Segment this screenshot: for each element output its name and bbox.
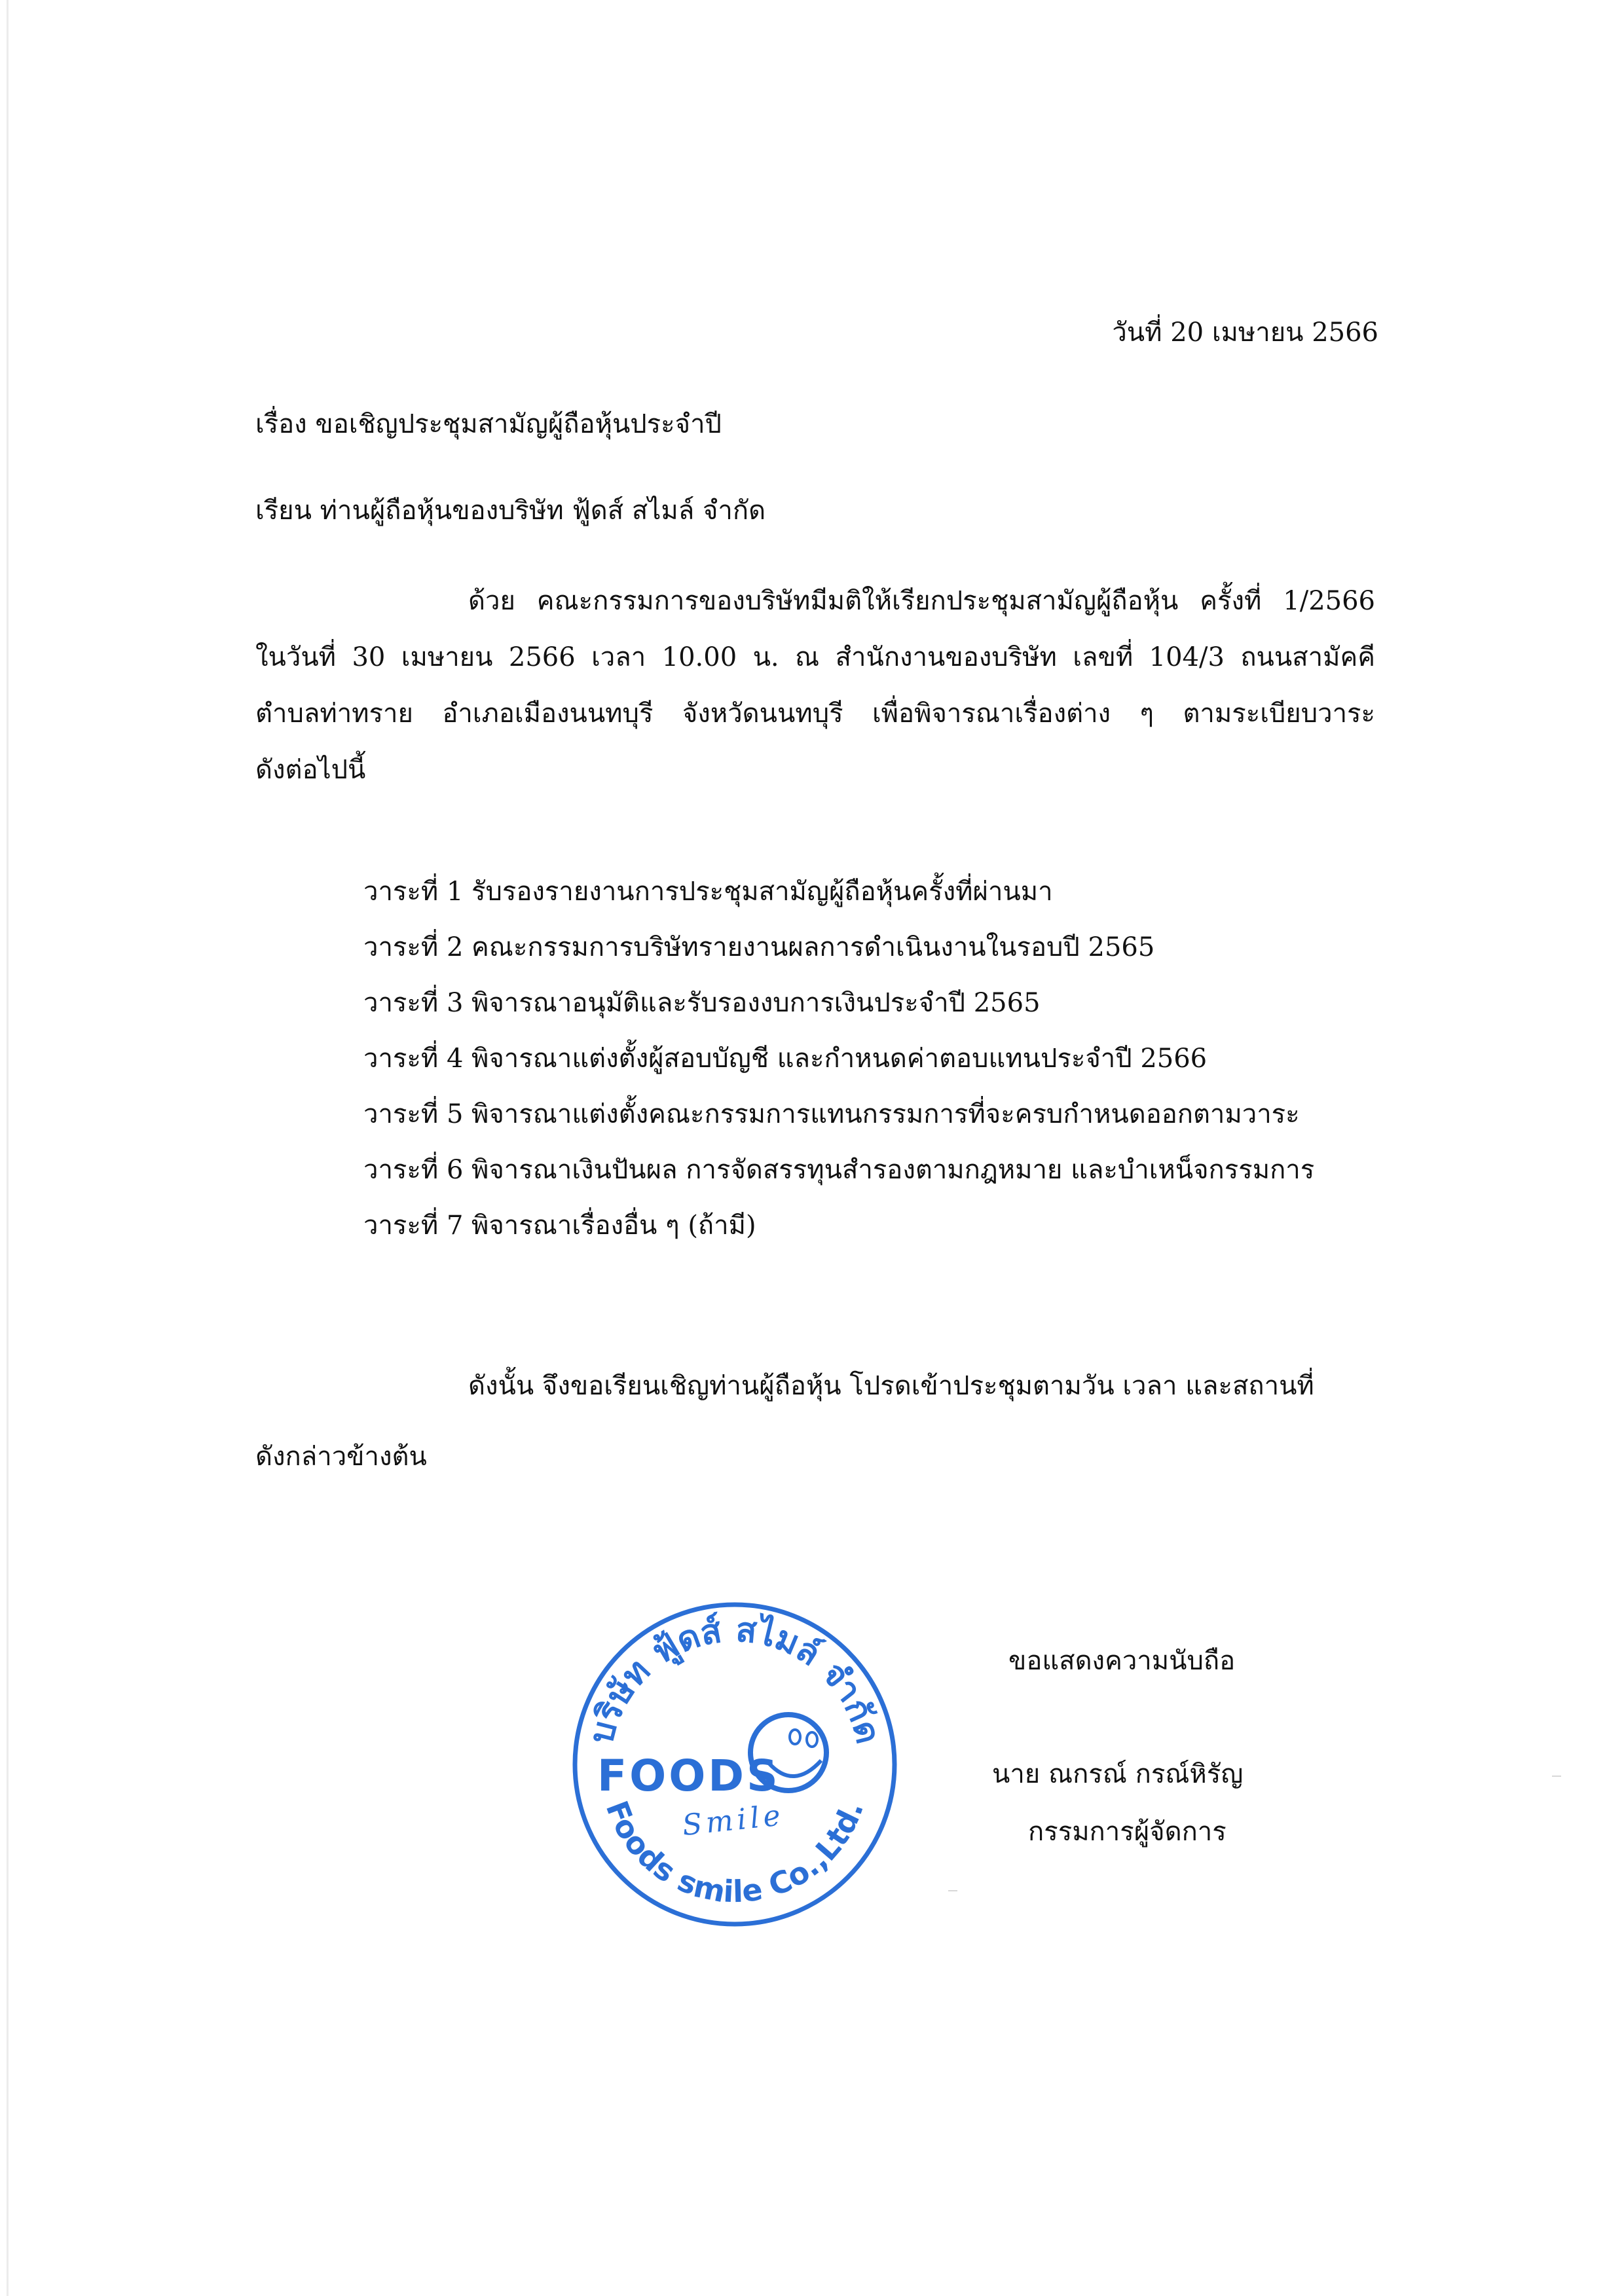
page-edge <box>7 0 9 2296</box>
agenda-text: พิจารณาแต่งตั้งคณะกรรมการแทนกรรมการที่จะครบกำหนดออกตามวาระ <box>471 1099 1300 1129</box>
agenda-number: วาระที่ 5 <box>363 1099 464 1129</box>
scan-mark <box>1552 1776 1561 1777</box>
seal-top-text: บริษัท ฟู้ดส์ สไมล์ จำกัด <box>581 1610 888 1748</box>
agenda-number: วาระที่ 7 <box>363 1211 464 1241</box>
company-seal <box>564 1594 905 1935</box>
agenda-text: พิจารณาเงินปันผล การจัดสรรทุนสำรองตามกฎหมาย และบำเหน็จกรรมการ <box>471 1155 1315 1185</box>
complimentary-close: ขอแสดงความนับถือ <box>1008 1646 1236 1676</box>
agenda-number: วาระที่ 3 <box>363 988 464 1018</box>
agenda-number: วาระที่ 2 <box>363 932 464 962</box>
intro-line: ตำบลท่าทราย อำเภอเมืองนนทบุรี จังหวัดนนทบุรี เพื่อพิจารณาเรื่องต่าง ๆ ตามระเบียบวาระ <box>255 699 1375 729</box>
agenda-item <box>363 879 1314 934</box>
signer-title: กรรมการผู้จัดการ <box>1028 1817 1227 1847</box>
letter-salutation: เรียน ท่านผู้ถือหุ้นของบริษัท ฟู้ดส์ สไมล์ จำกัด <box>255 496 766 526</box>
agenda-text: คณะกรรมการบริษัทรายงานผลการดำเนินงานในรอบปี 2565 <box>471 932 1155 962</box>
agenda-number: วาระที่ 4 <box>363 1044 464 1074</box>
agenda-text: พิจารณาเรื่องอื่น ๆ (ถ้ามี) <box>471 1211 756 1241</box>
agenda-item <box>363 934 1314 990</box>
letter-date: วันที่ 20 เมษายน 2566 <box>1112 318 1378 348</box>
scan-mark <box>948 1890 957 1891</box>
agenda-item <box>363 1212 1314 1268</box>
intro-line: ดังต่อไปนี้ <box>255 755 366 785</box>
intro-line: ในวันที่ 30 เมษายน 2566 เวลา 10.00 น. ณ สำนักงานของบริษัท เลขที่ 104/3 ถนนสามัคคี <box>255 642 1375 672</box>
seal-bottom-text: Foods smile Co.,Ltd. <box>599 1796 871 1910</box>
agenda-item <box>363 1157 1314 1212</box>
agenda-text: พิจารณาอนุมัติและรับรองงบการเงินประจำปี 2565 <box>471 988 1041 1018</box>
intro-line: ด้วย คณะกรรมการของบริษัทมีมติให้เรียกประชุมสามัญผู้ถือหุ้น ครั้งที่ 1/2566 <box>468 586 1375 616</box>
signer-name: นาย ณกรณ์ กรณ์หิรัญ <box>992 1759 1244 1789</box>
agenda-number: วาระที่ 1 <box>363 877 464 907</box>
agenda-item <box>363 1046 1314 1101</box>
agenda-list <box>363 879 1314 1268</box>
seal-brand-text: FOODS <box>597 1751 781 1801</box>
agenda-number: วาระที่ 6 <box>363 1155 464 1185</box>
agenda-item <box>363 1101 1314 1157</box>
agenda-text: พิจารณาแต่งตั้งผู้สอบบัญชี และกำหนดค่าตอบแทนประจำปี 2566 <box>471 1044 1208 1074</box>
agenda-item <box>363 990 1314 1046</box>
closing-line: ดังกล่าวข้างต้น <box>255 1442 427 1472</box>
agenda-text: รับรองรายงานการประชุมสามัญผู้ถือหุ้นครั้งที่ผ่านมา <box>471 877 1053 907</box>
closing-line: ดังนั้น จึงขอเรียนเชิญท่านผู้ถือหุ้น โปรดเข้าประชุมตามวัน เวลา และสถานที่ <box>468 1371 1314 1401</box>
letter-subject: เรื่อง ขอเชิญประชุมสามัญผู้ถือหุ้นประจำปี <box>255 409 722 439</box>
seal-script-text: Smile <box>680 1798 786 1843</box>
